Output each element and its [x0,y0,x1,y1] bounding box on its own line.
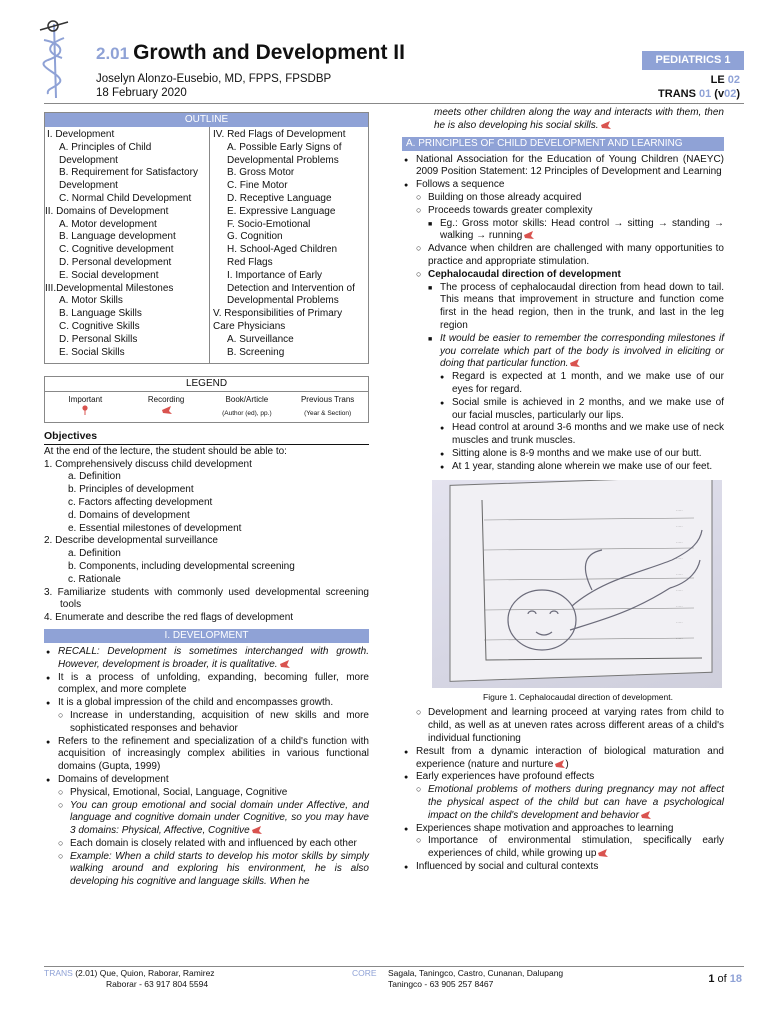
outline-item: C. Cognitive Skills [59,320,140,332]
recording-icon [280,660,290,668]
author-name: Joselyn Alonzo-Eusebio, MD, FPPS, FPSDBP [96,73,332,85]
lecture-date: 18 February 2020 [96,87,187,99]
item-text: You can group emotional and social domain under Affective, and language and cognitive domain under Cognitive, so you may have 3 domains: Physical, Affective, Cognitive [70,799,369,837]
list-item: ● Experiences shape motivation and approaches to learning [402,823,724,836]
list-item: ● Influenced by social and cultural contexts [402,861,724,874]
section-principles-continued [402,707,724,873]
footer-right-contact: Taningco - 63 905 257 8467 [388,979,494,989]
list-item: ● Sitting alone is 8-9 months and we make use of our butt. [402,448,724,461]
recording-icon [252,826,262,834]
svg-text:·····: ····· [676,603,683,609]
outline-item: B. Language development [59,231,176,243]
outline-item: C. Fine Motor [227,180,288,192]
left-column [44,112,369,889]
legend-box [44,376,369,423]
list-item: ● National Association for the Education of Young Children (NAEYC) 2009 Position Statement: 12 Principles of Development and Learning [402,154,724,180]
baby-drawing [432,480,722,688]
list-item [402,746,724,772]
list-subsubitem [402,218,724,244]
outline-item: I. Importance of Early Detection and Intervention of Developmental Problems [227,269,355,307]
objective-subitem: b. Principles of development [68,484,194,496]
legend-note: (Year & Section) [304,410,352,418]
item-text: Emotional problems of mothers during pregnancy may not affect the physical aspect of the child but can have a psychological impact on the child's development and behavior [428,784,724,821]
list-item: ● Early experiences have profound effects [402,771,724,784]
objectives-intro: At the end of the lecture, the student should be able to: [44,445,287,457]
figure-image [432,480,722,688]
footer-divider [44,966,744,967]
outline-item: B. Language Skills [59,308,142,320]
objective-subitem: a. Definition [68,471,121,483]
legend-important [45,394,126,419]
lecture-number: 2.01 [96,44,130,63]
legend-title: LEGEND [45,377,368,392]
trans-info [658,73,740,101]
recording-icon [601,121,611,129]
outline-right [210,127,368,363]
page-title [96,40,405,67]
trans-number: 01 [698,88,712,100]
footer-left-names: (2.01) Que, Quion, Raborar, Ramirez [75,968,215,978]
svg-text:·····: ····· [676,539,683,545]
item-text: It would be easier to remember the corresponding milestones if you correlate which part of the body is involved in eliciting or doing that particular function. [440,332,724,370]
list-item: ● Domains of development [44,774,369,787]
list-item: ● Head control at around 3-6 months and we make use of neck muscles and trunk muscles. [402,422,724,448]
subject-badge: PEDIATRICS 1 [642,51,744,70]
recording-icon [555,760,565,768]
outline-item: C. Cognitive development [59,244,174,256]
item-text: Importance of environmental stimulation, specifically early experiences of child, while growing up [428,835,724,860]
svg-text:·····: ····· [676,635,683,641]
section-development-title: I. DEVELOPMENT [44,629,369,643]
list-subsubitem [402,333,724,371]
outline-item: B. Requirement for Satisfactory Development [59,167,198,192]
item-text: RECALL: Development is sometimes interchanged with growth. However, development is broader, it is qualitative. [58,645,369,670]
list-subitem: ○ Cephalocaudal direction of development [402,269,724,282]
legend-previous-trans [287,394,368,419]
outline-item: D. Receptive Language [227,192,332,204]
svg-text:·····: ····· [676,571,683,577]
list-item: ● Follows a sequence [402,179,724,192]
right-column [402,107,724,874]
legend-label: Important [68,395,103,405]
list-subitem [44,800,369,838]
objective-subitem: c. Factors affecting development [68,496,213,508]
svg-text:·····: ····· [676,587,683,593]
recording-icon [162,406,172,414]
page-of: of [717,973,727,985]
version-open: (v [714,88,725,100]
footer-trans-label: TRANS [44,968,73,978]
outline-item: III.Developmental Milestones [45,282,174,294]
outline-item: F. Socio-Emotional [227,218,311,230]
item-text: ) [565,758,569,770]
legend-label: Previous Trans [300,395,355,405]
svg-text:·····: ····· [676,619,683,625]
author-block [96,72,331,100]
list-subitem: ○ Example: When a child starts to develop his motor skills by simply walking around and exploring his environment, he is also developing his cognitive and language skills. When he [44,851,369,889]
list-subitem: ○ Building on those already acquired [402,192,724,205]
footer-core-label: CORE [352,968,377,978]
outline-item: B. Screening [227,346,285,358]
list-subitem: ○ Development and learning proceed at varying rates from child to child, as well as at uneven rates across different areas of a child's individual functioning [402,707,724,745]
outline-item: II. Domains of Development [45,205,169,217]
legend-recording [126,394,207,419]
page-current: 1 [708,973,715,985]
version-number: 02 [724,88,737,100]
outline-item: IV. Red Flags of Development [213,129,346,140]
recording-icon [641,811,651,819]
outline-left [45,127,210,363]
important-pin-icon [82,405,88,415]
list-subsubitem: ■ The process of cephalocaudal direction from head down to tail. This means that improvement in structure and function come first in the head region, then in the trunk, and last in the leg region [402,282,724,333]
objectives-heading: Objectives [44,430,369,444]
outline-item: D. Personal development [59,256,172,268]
objective-item: 4. Enumerate and describe the red flags of development [44,612,294,624]
outline-item: G. Cognition [227,231,283,243]
objective-subitem: e. Essential milestones of development [68,522,242,534]
le-number: 02 [727,74,740,86]
outline-item: D. Personal Skills [59,333,138,345]
outline-item: H. School-Aged Children Red Flags [227,244,338,268]
legend-label: Book/Article [225,395,269,405]
outline-item: C. Normal Child Development [59,192,192,204]
list-subitem: ○ Physical, Emotional, Social, Language, Cognitive [44,787,369,800]
outline-item: A. Motor development [59,218,157,230]
outline-item: I. Development [47,129,115,140]
objective-item: 2. Describe developmental surveillance [44,535,218,547]
list-subitem: ○ Proceeds towards greater complexity [402,205,724,218]
svg-text:·····: ····· [676,555,683,561]
section-principles-title: A. PRINCIPLES OF CHILD DEVELOPMENT AND LEARNING [402,137,724,151]
list-subitem: ○ Increase in understanding, acquisition of new skills and more sophisticated responses and behavior [44,710,369,736]
footer-right-names: Sagala, Taningco, Castro, Cunanan, Dalupang [388,968,564,978]
figure-caption: Figure 1. Cephalocaudal direction of development. [483,691,673,702]
list-item [44,646,369,672]
continued-text [402,107,724,133]
outline-item: A. Motor Skills [59,295,123,307]
recording-icon [598,849,608,857]
list-item: ● It is a global impression of the child and encompasses growth. [44,697,369,710]
list-item: ● Social smile is achieved in 2 months, and we make use of our facial muscles, particularly our lips. [402,397,724,423]
objective-item: 3. Familiarize students with commonly used developmental screening tools [44,586,369,611]
recording-icon [524,231,534,239]
outline-item: E. Expressive Language [227,205,336,217]
outline-item: A. Surveillance [227,333,294,345]
outline-item: E. Social development [59,269,159,281]
section-development [44,646,369,889]
outline-title: OUTLINE [45,113,368,127]
objective-subitem: b. Components, including developmental screening [68,560,295,572]
caduceus-logo [34,18,76,100]
trans-label: TRANS [658,88,696,100]
list-item: ● At 1 year, standing alone wherein we make use of our feet. [402,461,724,474]
outline-item: A. Possible Early Signs of Developmental Problems [227,141,342,166]
footer-left [44,968,215,990]
outline-box [44,112,369,364]
outline-item: A. Principles of Child Development [59,141,152,166]
list-subitem: ○ Each domain is closely related with and influenced by each other [44,838,369,851]
objective-subitem: c. Rationale [68,573,121,585]
list-subitem: ○ Advance when children are challenged with many opportunities to practice and appropriate stimulation. [402,243,724,269]
version-close: ) [736,88,740,100]
legend-label: Recording [147,395,185,405]
list-subitem [402,835,724,861]
outline-item: E. Social Skills [59,346,125,358]
objective-subitem: d. Domains of development [68,509,190,521]
list-item: ● It is a process of unfolding, expanding, becoming fuller, more complex, and more complete [44,672,369,698]
page-number [708,972,742,986]
footer-left-contact: Raborar - 63 917 804 5594 [106,979,209,989]
svg-text:·····: ····· [676,507,683,513]
svg-text:·····: ····· [676,523,683,529]
legend-note: (Author (ed), pp.) [222,410,272,418]
objective-item: 1. Comprehensively discuss child development [44,458,252,470]
outline-item: B. Gross Motor [227,167,295,179]
list-item: ● Refers to the refinement and specialization of a child's function with acquisition of increasingly complex abilities in various functional domains (Gupta, 1999) [44,736,369,774]
item-text: Result from a dynamic interaction of biological maturation and experience (nature and nurture [416,745,724,770]
page-total: 18 [729,973,742,985]
header-divider [44,103,744,104]
le-label: LE [710,74,725,86]
outline-item: V. Responsibilities of Primary Care Physicians [213,308,343,332]
legend-book [207,394,288,419]
recording-icon [570,359,580,367]
footer-right [388,968,563,990]
objective-subitem: a. Definition [68,548,121,560]
objectives [44,430,369,625]
section-principles [402,154,724,474]
list-subitem [402,784,724,822]
lecture-title: Growth and Development II [133,41,405,64]
item-text: meets other children along the way and interacts with them, then he is also developing his social skills. [434,107,724,131]
list-item: ● Regard is expected at 1 month, and we make use of our eyes for regard. [402,371,724,397]
item-text: Eg.: Gross motor skills: Head control → sitting → standing → walking → running [440,217,724,242]
